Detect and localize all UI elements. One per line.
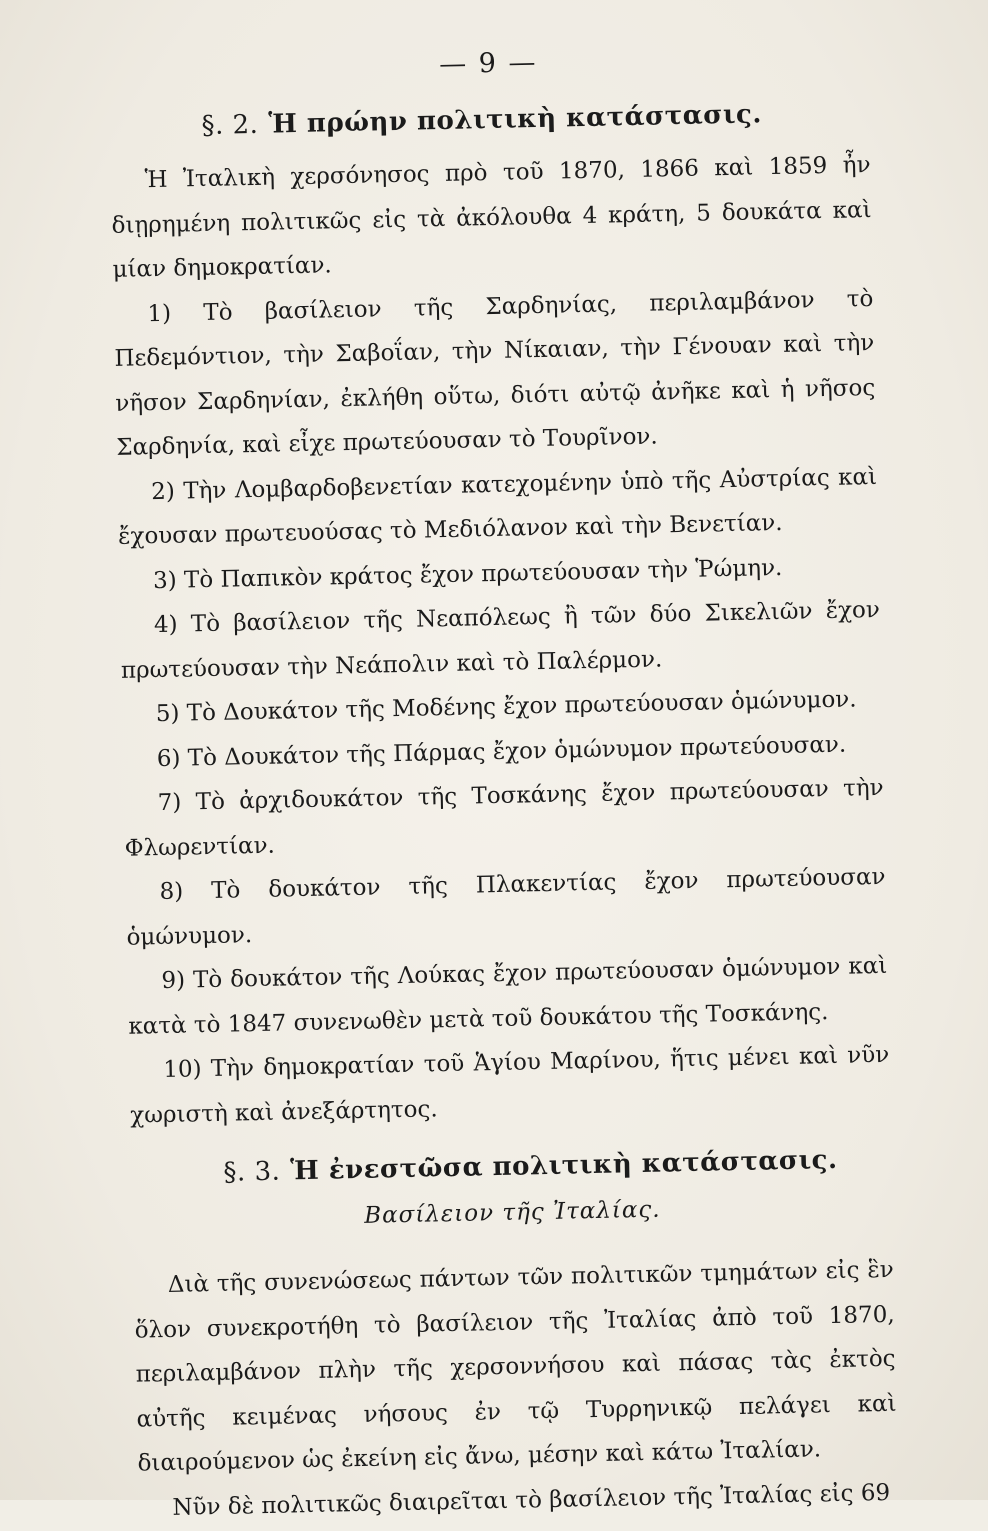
list-item-9: 9) Τὸ δουκάτον τῆς Λούκας ἔχον πρωτεύουσαν ὁμώνυμον καὶ κατὰ τὸ 1847 συνενωθὲν μετὰ τοῦ δουκάτου τῆς Τοσκάνης. bbox=[128, 952, 888, 1040]
intro-paragraph: Ἡ Ἰταλικὴ χερσόνησος πρὸ τοῦ 1870, 1866 καὶ 1859 ἦν διῃρημένη πολιτικῶς εἰς τὰ ἀκόλουθα 4 κράτη, 5 δουκάτα καὶ μίαν δημοκρατίαν. bbox=[111, 152, 872, 283]
section-3-title: Ἡ ἐνεστῶσα πολιτικὴ κατάστασις. bbox=[290, 1144, 838, 1187]
section-2-number: §. 2. bbox=[201, 109, 259, 142]
section-2-heading bbox=[109, 97, 869, 143]
page-number: — 9 — bbox=[438, 46, 538, 81]
list-item-10: 10) Τὴν δημοκρατίαν τοῦ Ἁγίου Μαρίνου, ἥτις μένει καὶ νῦν χωριστὴ καὶ ἀνεξάρτητος. bbox=[129, 1041, 890, 1129]
list-item-1: 1) Τὸ βασίλειον τῆς Σαρδηνίας, περιλαμβάνον τὸ Πεδεμόντιον, τὴν Σαβοΐαν, τὴν Νίκαιαν, τὴν Γένουαν καὶ τὴν νῆσον Σαρδηνίαν, ἐκλήθη οὕτω, διότι αὐτῷ ἀνῆκε καὶ ἡ νῆσος Σαρδηνία, καὶ εἶχε πρωτεύουσαν τὸ Τουρῖνον. bbox=[114, 285, 876, 461]
list-item-5: 5) Τὸ Δουκάτον τῆς Μοδένης ἔχον πρωτεύουσαν ὁμώνυμον. bbox=[155, 686, 857, 728]
section-3-heading bbox=[131, 1144, 891, 1190]
list-item-7: 7) Τὸ ἀρχιδουκάτον τῆς Τοσκάνης ἔχον πρωτεύουσαν τὴν Φλωρεντίαν. bbox=[124, 774, 884, 862]
page-content bbox=[108, 40, 899, 1531]
section-3-number: §. 3. bbox=[223, 1156, 281, 1188]
list-item-4: 4) Τὸ βασίλειον τῆς Νεαπόλεως ἢ τῶν δύο Σικελιῶν ἔχον πρωτεύουσαν τὴν Νεάπολιν καὶ τὸ Παλέρμον. bbox=[120, 596, 881, 684]
section-3-paragraph-2: Νῦν δὲ πολιτικῶς διαιρεῖται τὸ βασίλειον τῆς Ἰταλίας εἰς 69 bbox=[172, 1479, 891, 1521]
list-item-3: 3) Τὸ Παπικὸν κράτος ἔχον πρωτεύουσαν τὴν Ῥώμην. bbox=[152, 554, 783, 594]
list-item-8: 8) Τὸ δουκάτον τῆς Πλακεντίας ἔχον πρωτεύουσαν ὁμώνυμον. bbox=[126, 863, 886, 951]
section-2-title: Ἡ πρώην πολιτικὴ κατάστασις. bbox=[268, 99, 763, 140]
section-3-paragraph-1: Διὰ τῆς συνενώσεως πάντων τῶν πολιτικῶν τμημάτων εἰς ἓν ὅλον συνεκροτήθη τὸ βασίλειον τῆς Ἰταλίας ἀπὸ τοῦ 1870, περιλαμβάνον πλὴν τῆς χερσοννήσου καὶ πάσας τὰς ἐκτὸς αὐτῆς κειμένας νήσους ἐν τῷ Τυρρηνικῷ πελάγει καὶ διαιρούμενον ὡς ἐκείνη εἰς ἄνω, μέσην καὶ κάτω Ἰταλίαν. bbox=[134, 1256, 897, 1477]
list-item-2: 2) Τὴν Λομβαρδοβενετίαν κατεχομένην ὑπὸ τῆς Αὐστρίας καὶ ἔχουσαν πρωτευούσας τὸ Μεδιόλανον καὶ τὴν Βενετίαν. bbox=[117, 463, 878, 550]
list-item-6: 6) Τὸ Δουκάτον τῆς Πάρμας ἔχον ὁμώνυμον πρωτεύουσαν. bbox=[156, 731, 847, 772]
kingdom-subheading: Βασίλειον τῆς Ἰταλίας. bbox=[363, 1196, 661, 1229]
